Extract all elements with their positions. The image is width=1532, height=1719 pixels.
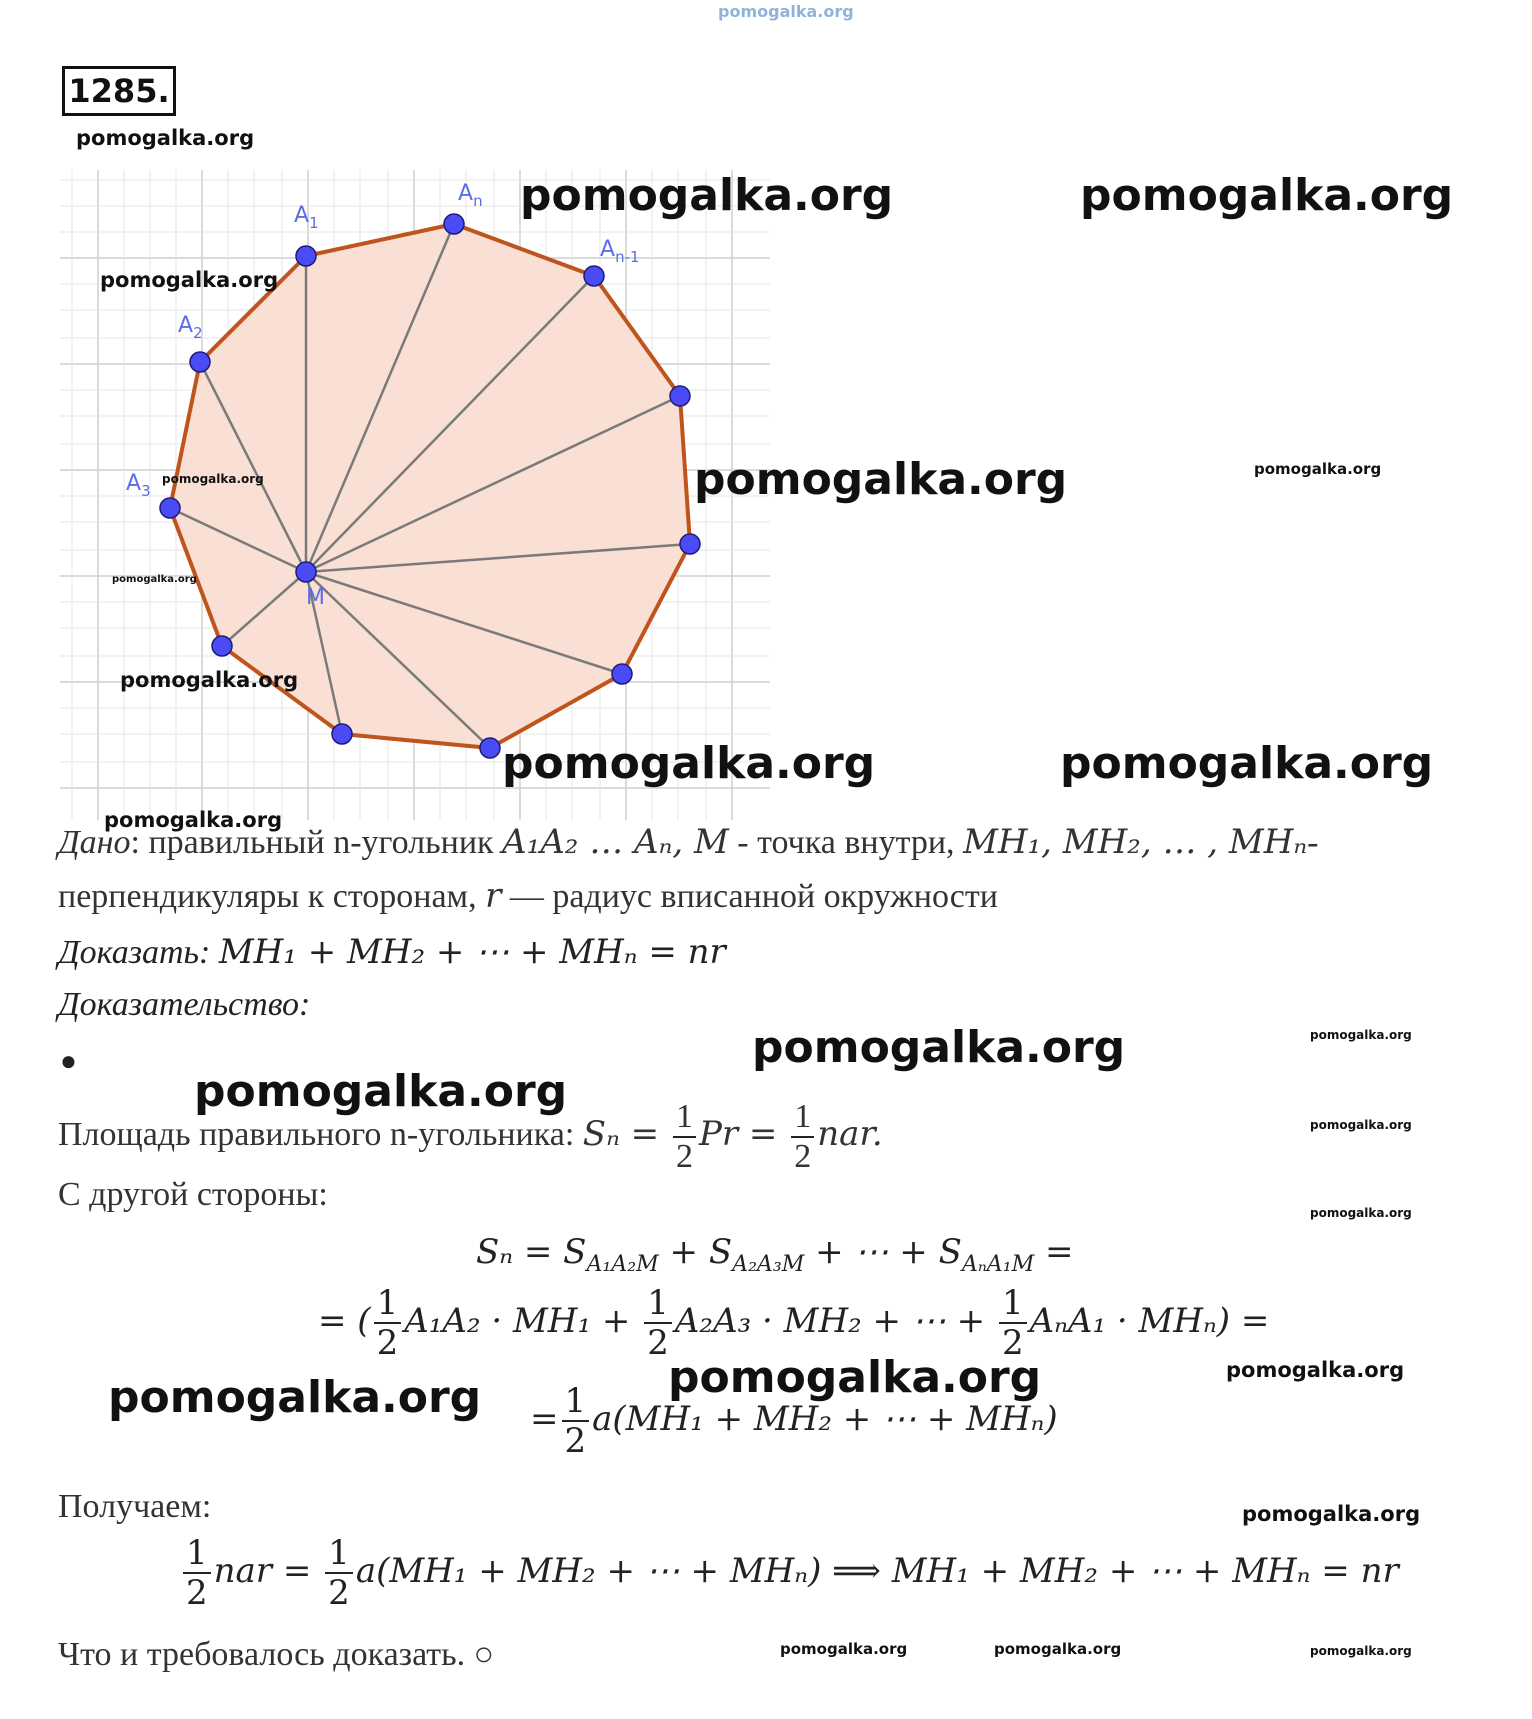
watermark: pomogalka.org <box>780 1640 908 1658</box>
watermark: pomogalka.org <box>694 454 1068 505</box>
equation-1: $S_n = S_{A_1A_2M} + S_{A_2A_3M}$ + ⋯ + $S_{A_nA_1M}$ = <box>476 1232 1074 1277</box>
watermark: pomogalka.org <box>502 738 876 789</box>
prove-formula: MH₁ + MH₂ + ⋯ + MHₙ = nr <box>218 932 726 972</box>
obtain-label: Получаем: <box>58 1488 212 1525</box>
area-line <box>58 1100 883 1174</box>
watermark: pomogalka.org <box>120 668 299 692</box>
watermark: pomogalka.org <box>668 1352 1042 1403</box>
watermark: pomogalka.org <box>100 268 279 292</box>
watermark: pomogalka.org <box>752 1022 1126 1073</box>
watermark: pomogalka.org <box>76 126 255 150</box>
watermark: pomogalka.org <box>994 1640 1122 1658</box>
watermark: pomogalka.org <box>1310 1206 1412 1220</box>
proof-label: Доказательство: <box>58 986 311 1023</box>
watermark: pomogalka.org <box>1310 1028 1412 1042</box>
equals: = <box>619 1113 670 1154</box>
label-a3: $A_3$ <box>126 471 151 500</box>
given-perpendiculars: MH₁, MH₂, … , MHₙ <box>963 822 1308 862</box>
label-an: $A_n$ <box>458 181 483 210</box>
watermark: pomogalka.org <box>108 1372 482 1423</box>
prove-line <box>58 932 726 972</box>
label-an-1: $A_{n-1}$ <box>600 237 640 266</box>
area-text: Площадь правильного n-угольника: <box>58 1115 583 1153</box>
given-line-1 <box>58 822 1318 862</box>
watermark: pomogalka.org <box>194 1066 568 1117</box>
given-text: — радиус вписанной окружности <box>501 878 998 915</box>
label-m: M <box>306 585 325 610</box>
top-watermark: pomogalka.org <box>718 2 854 21</box>
watermark: pomogalka.org <box>112 574 197 585</box>
equation-2: = ( $\frac{1}{2}$ A₁A₂ · MH₁ + $\frac{1}{2}$ A₂A₃ · MH₂ + ⋯ + $\frac{1}{2}$ AₙA₁ · MHₙ) = <box>318 1283 1270 1363</box>
bullet: ● <box>60 1046 77 1077</box>
given-text: : правильный n-угольник <box>130 824 503 861</box>
watermark: pomogalka.org <box>104 808 283 832</box>
given-polygon: A₁A₂ … Aₙ, M <box>502 822 729 862</box>
problem-number: 1285. <box>62 66 176 116</box>
watermark: pomogalka.org <box>1254 460 1382 478</box>
prove-label: Доказать: <box>58 934 219 971</box>
watermark: pomogalka.org <box>1310 1644 1412 1658</box>
watermark: pomogalka.org <box>162 472 264 486</box>
given-radius: r <box>485 876 502 916</box>
label-a2: $A_2$ <box>178 313 203 342</box>
watermark: pomogalka.org <box>1060 738 1434 789</box>
equation-3: = $\frac{1}{2}$ a(MH₁ + MH₂ + ⋯ + MHₙ) <box>530 1381 1058 1461</box>
given-label: Дано <box>58 824 131 861</box>
given-text: - <box>1307 824 1319 861</box>
given-text: перпендикуляры к сторонам, <box>58 878 486 915</box>
area-sn: Sₙ <box>582 1113 620 1154</box>
area-nar: nar. <box>817 1113 883 1154</box>
watermark: pomogalka.org <box>1242 1502 1421 1526</box>
other-side: С другой стороны: <box>58 1176 328 1213</box>
label-a1: $A_1$ <box>294 203 319 232</box>
given-text: - точка внутри, <box>728 824 964 861</box>
watermark: pomogalka.org <box>1080 170 1454 221</box>
equals: = <box>738 1113 789 1154</box>
final-equation: $\frac{1}{2}$ nar = $\frac{1}{2}$ a(MH₁ + MH₂ + ⋯ + MHₙ) ⟹ MH₁ + MH₂ + ⋯ + MHₙ = nr <box>180 1536 1399 1610</box>
watermark: pomogalka.org <box>520 170 894 221</box>
area-pr: Pr <box>698 1113 739 1154</box>
watermark: pomogalka.org <box>1310 1118 1412 1132</box>
given-line-2 <box>58 876 998 916</box>
fraction-half: $\frac{1}{2}$ <box>673 1100 696 1174</box>
fraction-half: $\frac{1}{2}$ <box>791 1100 814 1174</box>
qed: Что и требовалось доказать. ○ <box>58 1636 495 1673</box>
watermark: pomogalka.org <box>1226 1358 1405 1382</box>
